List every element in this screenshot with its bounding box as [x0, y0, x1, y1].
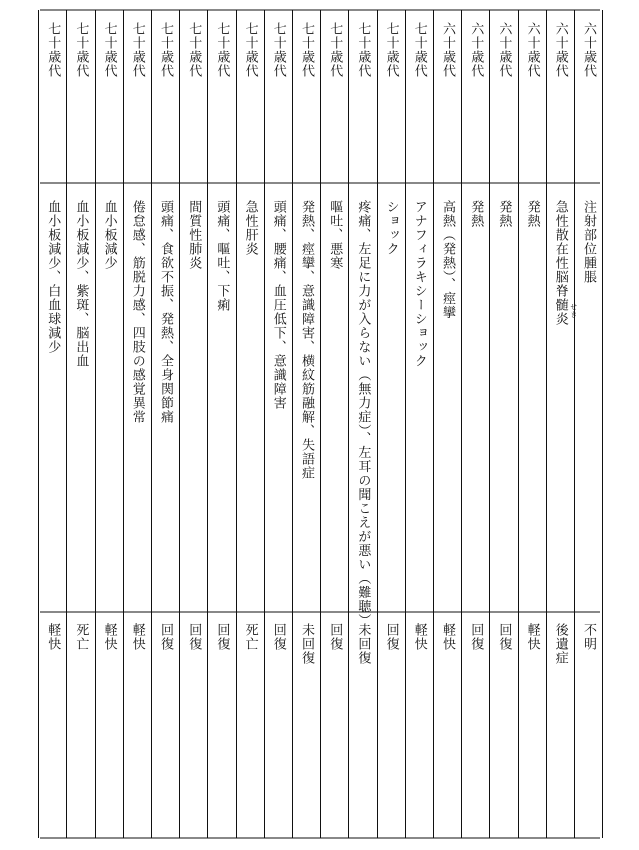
outcome-cell: 回復 — [383, 623, 399, 651]
symptom-cell: 注射部位腫脹 — [581, 200, 596, 284]
outcome-cell: 軽快 — [524, 623, 540, 651]
age-cell: 七十歳代 — [383, 22, 399, 78]
age-cell: 七十歳代 — [299, 22, 314, 78]
symptom-cell: 発熱 — [524, 200, 540, 228]
outcome-cell: 不明 — [581, 623, 596, 651]
age-cell: 七十歳代 — [270, 22, 286, 78]
outcome-cell: 軽快 — [411, 623, 427, 651]
age-cell: 七十歳代 — [355, 22, 371, 78]
symptom-cell: 急性散在性脳脊髄炎 — [552, 200, 568, 326]
age-cell: 七十歳代 — [73, 22, 89, 78]
age-cell: 六十歳代 — [496, 22, 512, 78]
symptom-cell: 頭痛、食欲不振、発熱、全身関節痛 — [158, 200, 173, 424]
outcome-cell: 回復 — [496, 623, 512, 651]
age-cell: 七十歳代 — [158, 22, 173, 78]
age-cell: 七十歳代 — [327, 22, 343, 78]
age-cell: 七十歳代 — [101, 22, 117, 78]
outcome-cell: 未回復 — [299, 623, 314, 665]
symptom-cell: アナフィラキシーショック — [411, 200, 427, 368]
outcome-cell: 回復 — [186, 623, 202, 651]
outcome-cell: 回復 — [468, 623, 484, 651]
age-cell: 六十歳代 — [552, 22, 568, 78]
outcome-cell: 回復 — [214, 623, 230, 651]
age-cell: 七十歳代 — [186, 22, 202, 78]
symptom-cell: 血小板減少 — [101, 200, 117, 270]
symptom-cell: 間質性肺炎 — [186, 200, 202, 270]
age-cell: 六十歳代 — [581, 22, 596, 78]
symptom-cell: 嘔吐、悪寒 — [327, 200, 343, 270]
symptom-cell: 倦怠感、筋脱力感、四肢の感覚異常 — [129, 200, 145, 424]
outcome-cell: 軽快 — [101, 623, 117, 651]
symptom-cell: ショック — [383, 200, 399, 256]
outcome-cell: 回復 — [158, 623, 173, 651]
age-cell: 六十歳代 — [468, 22, 484, 78]
age-cell: 七十歳代 — [411, 22, 427, 78]
symptom-cell: 疼痛、左足に力が入らない（無力症）、左耳の聞こえが悪い（難聴） — [355, 200, 371, 628]
symptom-cell: 血小板減少、白血球減少 — [45, 200, 61, 354]
outcome-cell: 回復 — [270, 623, 286, 651]
outcome-cell: 軽快 — [129, 623, 145, 651]
outcome-cell: 死亡 — [73, 623, 89, 651]
symptom-cell: 血小板減少、紫斑、脳出血 — [73, 200, 89, 368]
age-cell: 七十歳代 — [45, 22, 61, 78]
age-cell: 六十歳代 — [440, 22, 455, 78]
symptom-cell: 頭痛、腰痛、血圧低下、意識障害 — [270, 200, 286, 410]
outcome-cell: 死亡 — [242, 623, 258, 651]
symptom-cell: 急性肝炎 — [242, 200, 258, 256]
symptom-cell: 発熱、痙攣、意識障害、横紋筋融解、失語症 — [299, 200, 314, 480]
outcome-cell: 後遺症 — [552, 623, 568, 665]
outcome-cell: 回復 — [327, 623, 343, 651]
age-cell: 七十歳代 — [214, 22, 230, 78]
symptom-cell: 発熱 — [468, 200, 484, 228]
outcome-cell: 軽快 — [45, 623, 61, 651]
symptom-cell: 発熱 — [496, 200, 512, 228]
age-cell: 七十歳代 — [242, 22, 258, 78]
age-cell: 七十歳代 — [129, 22, 145, 78]
ruby-annotation: せき — [569, 303, 578, 319]
outcome-cell: 軽快 — [440, 623, 455, 651]
outcome-cell: 未回復 — [355, 623, 371, 665]
symptom-cell: 頭痛、嘔吐、下痢 — [214, 200, 230, 312]
symptom-cell: 高熱（発熱）、痙攣 — [440, 200, 455, 320]
age-cell: 六十歳代 — [524, 22, 540, 78]
